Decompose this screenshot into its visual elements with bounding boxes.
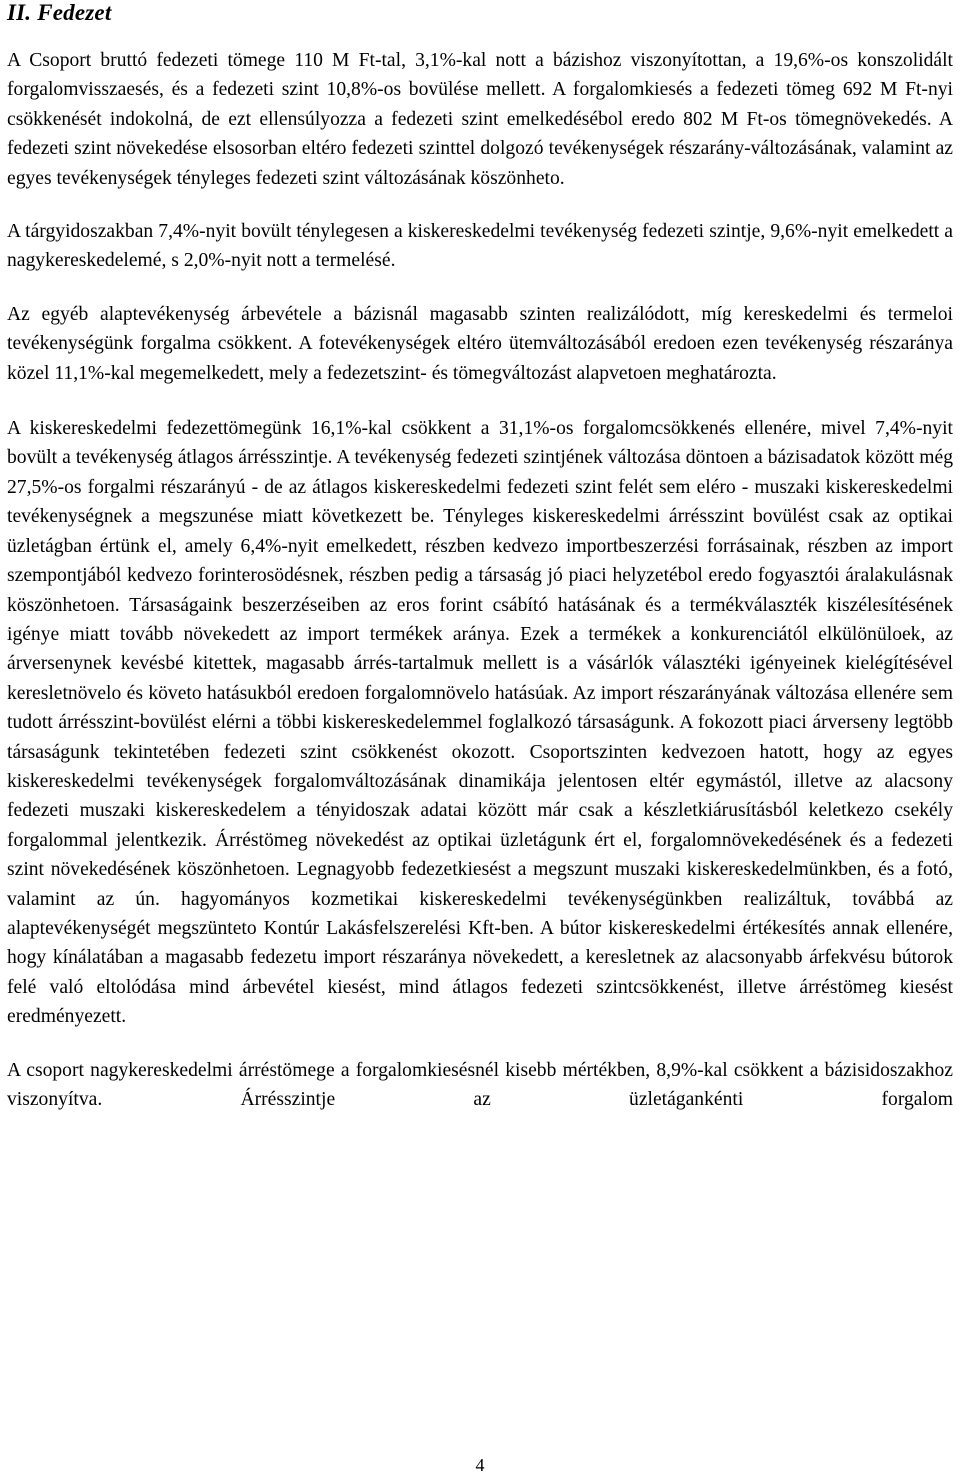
paragraph-wholesale-margin: A csoport nagykereskedelmi árréstömege a forgalomkiesésnél kisebb mértékben, 8,9%-kal csökkent a bázisidoszakhoz viszonyítva. Árrésszintje az üzletágankénti forgalom	[7, 1059, 953, 1110]
page-number: 4	[475, 1455, 485, 1475]
paragraph-margin-levels-by-segment: A tárgyidoszakban 7,4%-nyit bovült ténylegesen a kiskereskedelmi tevékenység fedezeti szintje, 9,6%-nyit emelkedett a nagykereskedelemé, s 2,0%-nyit nott a termelésé.	[7, 221, 953, 272]
paragraph-gross-margin-overview: A Csoport bruttó fedezeti tömege 110 M Ft-tal, 3,1%-kal nott a bázishoz viszonyítottan, a 19,6%-os konszolidált forgalomvisszaesés, és a fedezeti szint 10,8%-os bovülése mellett. A forgalomkiesés a fedezeti tömeg 692 M Ft-nyi csökkenését indokolná, de ezt ellensúlyozza a fedezeti szint emelkedésébol eredo 802 M Ft-os tömegnövekedés. A fedezeti szint növekedése elsosorban eltéro fedezeti szinttel dolgozó tevékenységek részarány-változásának, valamint az egyes tevékenységek tényleges fedezeti szint változásának köszönheto.	[7, 50, 953, 189]
section-heading: II. Fedezet	[7, 0, 112, 25]
paragraph-other-core-activity: Az egyéb alaptevékenység árbevétele a bázisnál magasabb szinten realizálódott, míg kereskedelmi és termeloi tevékenységünk forgalma csökkent. A fotevékenységek eltéro ütemváltozásából eredoen ezen tevékenység részaránya közel 11,1%-kal megemelkedett, mely a fedezetszint- és tömegváltozást alapvetoen meghatározta.	[7, 303, 953, 384]
paragraph-retail-margin: A kiskereskedelmi fedezettömegünk 16,1%-kal csökkent a 31,1%-os forgalomcsökkenés ellenére, mivel 7,4%-nyit bovült a tevékenység átlagos árrésszintje. A tevékenység fedezeti szintjének változása döntoen a bázisadatok között még 27,5%-os forgalmi részarányú - de az átlagos kiskereskedelmi fedezeti szint felét sem eléro - muszaki kiskereskedelmi tevékenységnek a megszunése miatt következett be. Tényleges kiskereskedelmi árrésszint bovülést csak az optikai üzletágban értünk el, amely 6,4%-nyit emelkedett, részben kedvezo importbeszerzési forrásainak, részben az import szempontjából kedvezo forinterosödésnek, részben pedig a társaság jó piaci helyzetébol eredo fogyasztói áralakulásnak köszönhetoen. Társaságaink beszerzéseiben az eros forint csábító hatásának és a termékválaszték kiszélesítésének igénye miatt tovább növekedett az import termékek aránya. Ezek a termékek a konkurenciától elkülönüloek, az árversenynek kevésbé kitettek, magasabb árrés-tartalmuk mellett is a vásárlók választéki igényeinek kielégítésével keresletnövelo és követo hatásukból eredoen forgalomnövelo hatásúak. Az import részarányának változása ellenére sem tudott árrésszint-bovülést elérni a többi kiskereskedelemmel foglalkozó társaságunk. A fokozott piaci árverseny legtöbb társaságunk tekintetében fedezeti szint csökkenést okozott. Csoportszinten kedvezoen hatott, hogy az egyes kiskereskedelmi tevékenységek forgalomváltozásának dinamikája jelentosen eltér egymástól, illetve az alacsony fedezeti muszaki kiskereskedelem a tényidoszak adatai között már csak a készletkiárusításból keletkezo csekély forgalommal jelentkezik. Árréstömeg növekedést az optikai üzletágunk ért el, forgalomnövekedésének és a fedezeti szint növekedésének köszönhetoen. Legnagyobb fedezetkiesést a megszunt muszaki kiskereskedelmünkben, és a fotó, valamint az ún. hagyományos kozmetikai kiskereskedelmi tevékenységünkben realizáltuk, továbbá az alaptevékenységét megszünteto Kontúr Lakásfelszerelési Kft-ben. A bútor kiskereskedelmi értékesítés annak ellenére, hogy kínálatában a magasabb fedezetu import részaránya növekedett, a keresletnek az alacsonyabb árfekvésu bútorok felé való eltolódása mind árbevétel kiesést, mind átlagos fedezeti szintcsökkenést, illetve árréstömeg kiesést eredményezett.	[7, 418, 953, 1028]
document-page	[7, 0, 953, 1114]
